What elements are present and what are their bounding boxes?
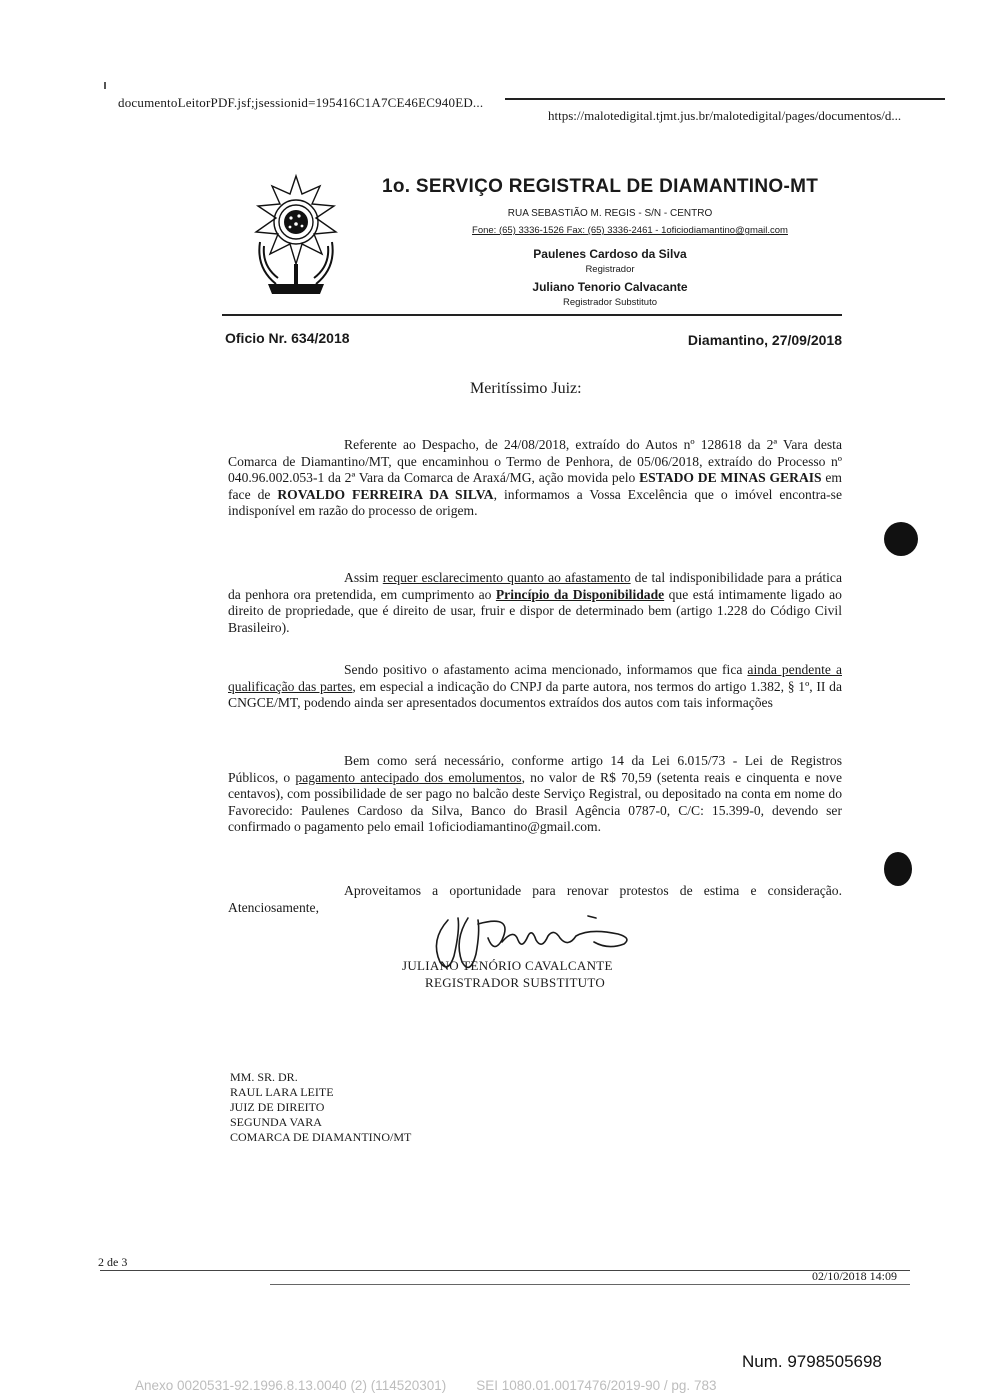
punch-hole bbox=[884, 522, 918, 556]
office-contact: Fone: (65) 3336-1526 Fax: (65) 3336-2461 - 1oficiodiamantino@gmail.com bbox=[472, 225, 788, 236]
letterhead-rule bbox=[222, 314, 842, 316]
substitute-role: Registrador Substituto bbox=[563, 297, 657, 308]
paragraph-2: Assim requer esclarecimento quanto ao afastamento de tal indisponibilidade para a prática da penhora ora pretendida, em cumprimento ao Princípio da Disponibilidade que está intimamente ligado ao direito de propriedade, que é direito de usar, fruir e dispor de determinado bem (artigo 1.228 do Código Civil Brasileiro). bbox=[228, 570, 842, 635]
paragraph-1: Referente ao Despacho, de 24/08/2018, extraído do Autos nº 128618 da 2ª Vara desta Comarca de Diamantino/MT, que encaminhou o Termo de Penhora, de 05/06/2018, extraído do Processo nº 040.96.002.053-1 da 2ª Vara da Comarca de Araxá/MG, ação movida pelo ESTADO DE MINAS GERAIS em face de ROVALDO FERREIRA DA SILVA, informamos a Vossa Excelência que o imóvel encontra-se indisponível em razão do processo de origem. bbox=[228, 437, 843, 519]
place-date: Diamantino, 27/09/2018 bbox=[687, 332, 842, 348]
addressee-line: JUIZ DE DIREITO bbox=[230, 1100, 325, 1114]
paragraph-3: Sendo positivo o afastamento acima mencionado, informamos que fica ainda pendente a qualificação das partes, em especial a indicação do CNPJ da parte autora, nos termos do artigo 1.382, § 1º, II da CNGCE/MT, podendo ainda ser apresentados documentos extraídos dos autos com tais informações bbox=[228, 662, 843, 711]
signer-role: REGISTRADOR SUBSTITUTO bbox=[425, 975, 606, 990]
annex-reference: Anexo 0020531-92.1996.8.13.0040 (2) (114520301) SEI 1080.01.0017476/2019-90 / pg. 783 bbox=[135, 1378, 717, 1393]
substitute-name: Juliano Tenorio Calvacante bbox=[532, 280, 688, 294]
addressee-line: RAUL LARA LEITE bbox=[230, 1085, 334, 1099]
brazil-coat-of-arms-icon bbox=[246, 172, 346, 302]
office-address: RUA SEBASTIÃO M. REGIS - S/N - CENTRO bbox=[507, 208, 713, 219]
signer-name: JULIANO TENÓRIO CAVALCANTE bbox=[402, 958, 613, 973]
browser-page-title: documentoLeitorPDF.jsf;jsessionid=195416C1A7CE46EC940ED... bbox=[118, 95, 484, 110]
paragraph-4: Bem como será necessário, conforme artigo 14 da Lei 6.015/73 - Lei de Registros Públicos, o pagamento antecipado dos emolumentos, no valor de R$ 70,59 (setenta reais e cinquenta e nove centavos), com possibilidade de ser pago no balcão deste Serviço Registral, ou depositado na conta em nome do Favorecido: Paulenes Cardoso da Silva, Banco do Brasil Agência 0787-0, C/C: 15.399-0, devendo ser confirmado o pagamento pelo email 1oficiodiamantino@gmail.com. bbox=[228, 753, 842, 835]
header-divider bbox=[505, 98, 945, 100]
print-timestamp: 02/10/2018 14:09 bbox=[812, 1269, 898, 1283]
oficio-number: Oficio Nr. 634/2018 bbox=[225, 330, 350, 346]
salutation: Meritíssimo Juiz: bbox=[470, 380, 582, 397]
footer-divider bbox=[100, 1270, 910, 1271]
footer-divider bbox=[270, 1284, 910, 1285]
paragraph-5: Aproveitamos a oportunidade para renovar protestos de estima e consideração. Atenciosamente, bbox=[228, 883, 842, 915]
punch-hole bbox=[884, 852, 912, 886]
scan-mark bbox=[104, 82, 106, 89]
document-number: Num. 9798505698 bbox=[742, 1352, 882, 1371]
page-counter: 2 de 3 bbox=[98, 1255, 128, 1269]
browser-page-url: https://malotedigital.tjmt.jus.br/malotedigital/pages/documentos/d... bbox=[548, 108, 902, 123]
addressee-line: SEGUNDA VARA bbox=[230, 1115, 322, 1129]
addressee-line: COMARCA DE DIAMANTINO/MT bbox=[230, 1130, 412, 1144]
addressee-line: MM. SR. DR. bbox=[230, 1070, 298, 1084]
registrar-name: Paulenes Cardoso da Silva bbox=[533, 247, 687, 261]
office-title: 1o. SERVIÇO REGISTRAL DE DIAMANTINO-MT bbox=[382, 176, 819, 197]
registrar-role: Registrador bbox=[585, 264, 635, 275]
